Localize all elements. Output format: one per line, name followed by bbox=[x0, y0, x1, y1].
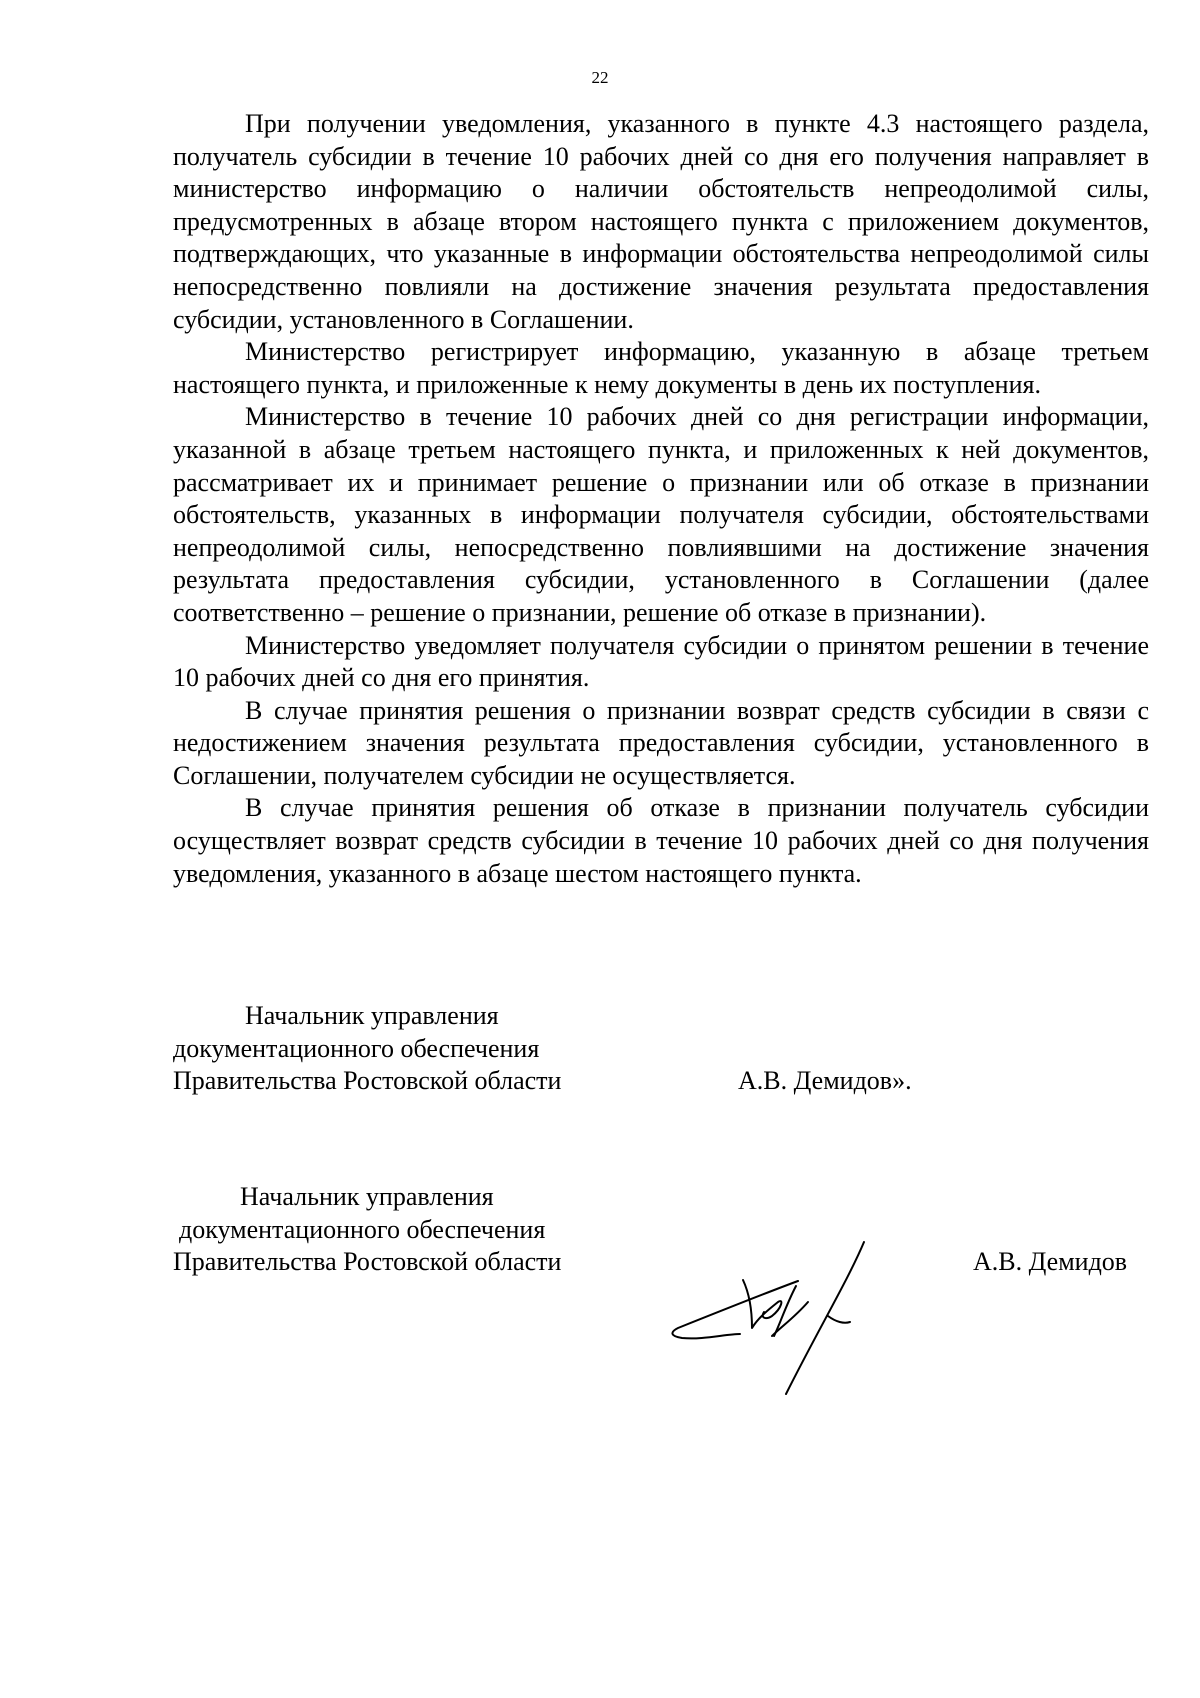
paragraph-2: Министерство регистрирует информацию, указанную в абзаце третьем настоящего пункта, и приложенные к нему документы в день их поступления. bbox=[173, 337, 1149, 399]
document-body bbox=[173, 108, 1149, 890]
position-line: Правительства Ростовской области bbox=[173, 1247, 562, 1277]
paragraph-5: В случае принятия решения о признании возврат средств субсидии в связи с недостижением значения результата предоставления субсидии, установленного в Соглашении, получателем субсидии не осуществляется. bbox=[173, 695, 1149, 790]
page-number: 22 bbox=[591, 68, 609, 87]
position-line: Начальник управления bbox=[245, 1001, 499, 1030]
signatory-name-1: А.В. Демидов». bbox=[738, 1066, 912, 1095]
paragraph-1: При получении уведомления, указанного в пункте 4.3 настоящего раздела, получатель субсидии в течение 10 рабочих дней со дня его получения направляет в министерство информацию о наличии обстоятельств непреодолимой силы, предусмотренных в абзаце втором настоящего пункта с приложением документов, подтверждающих, что указанные в информации обстоятельства непреодолимой силы непосредственно повлияли на достижение значения результата предоставления субсидии, установленного в Соглашении. bbox=[173, 109, 1149, 334]
signatory-name-2: А.В. Демидов bbox=[973, 1247, 1128, 1276]
handwritten-signature-icon bbox=[668, 1240, 948, 1400]
paragraph-3: Министерство в течение 10 рабочих дней со дня регистрации информации, указанной в абзаце третьем настоящего пункта, и приложенных к ней документов, рассматривает их и принимает решение о признании или об отказе в признании обстоятельств, указанных в информации получателя субсидии, обстоятельствами непреодолимой силы, непосредственно повлиявшими на достижение значения результата предоставления субсидии, установленного в Соглашении (далее соответственно – решение о признании, решение об отказе в признании). bbox=[173, 402, 1149, 627]
position-line: Начальник управления bbox=[240, 1182, 494, 1211]
signatory-position-2 bbox=[173, 1181, 561, 1279]
position-line: документационного обеспечения bbox=[173, 1033, 540, 1063]
signatory-position-1 bbox=[173, 1000, 561, 1098]
position-line: Правительства Ростовской области bbox=[173, 1066, 562, 1096]
position-line: документационного обеспечения bbox=[179, 1214, 546, 1244]
paragraph-4: Министерство уведомляет получателя субсидии о принятом решении в течение 10 рабочих дней со дня его принятия. bbox=[173, 630, 1149, 693]
paragraph-6: В случае принятия решения об отказе в признании получатель субсидии осуществляет возврат средств субсидии в течение 10 рабочих дней со дня получения уведомления, указанного в абзаце шестом настоящего пункта. bbox=[173, 793, 1149, 888]
